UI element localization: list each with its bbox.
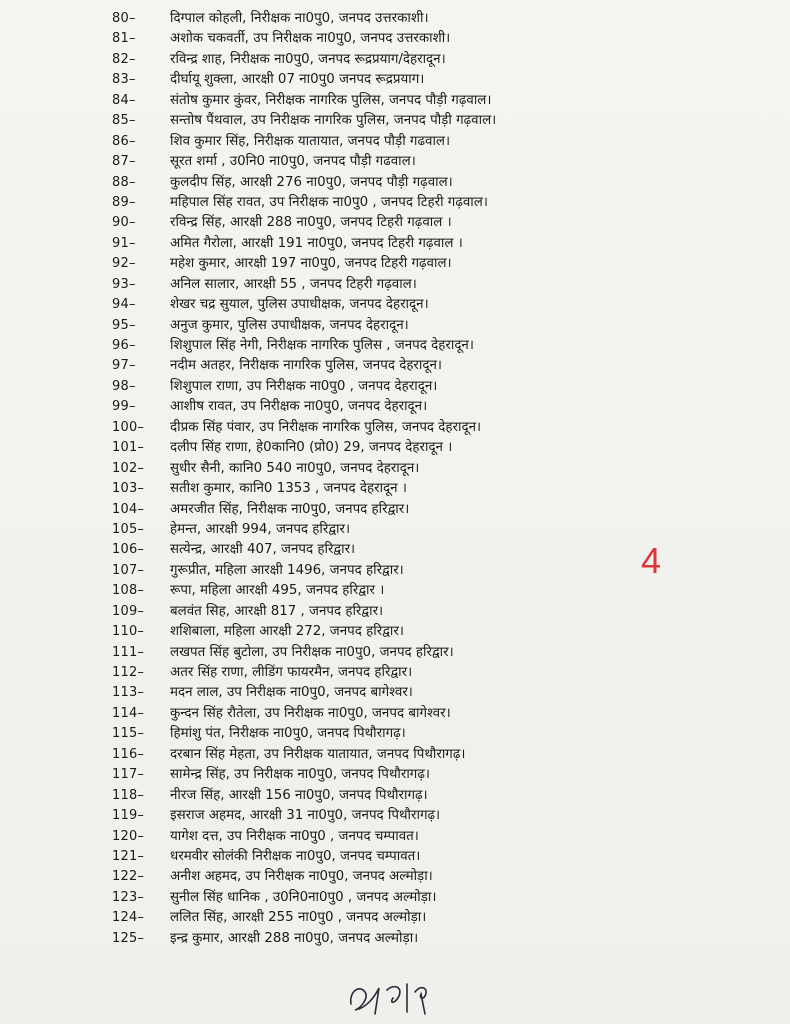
entry-number: 90– <box>112 215 136 231</box>
list-item <box>0 275 790 295</box>
list-item <box>0 29 790 49</box>
entry-text: ललित सिंह, आरक्षी 255 ना0पु0 , जनपद अल्मोड़ा। <box>170 910 427 926</box>
list-item <box>0 459 790 479</box>
entry-text: दरबान सिंह मेहता, उप निरीक्षक यातायात, जनपद पिथौरागढ़। <box>170 746 466 762</box>
page-number: 4 <box>641 540 662 581</box>
list-item <box>0 622 790 642</box>
entry-text: दीप्रक सिंह पंवार, उप निरीक्षक नागरिक पुलिस, जनपद देहरादून। <box>170 419 482 435</box>
entry-number: 107– <box>112 562 145 578</box>
entry-number: 123– <box>112 889 145 905</box>
entry-number: 87– <box>112 154 136 170</box>
entry-text: धरमवीर सोलंकी निरीक्षक ना0पु0, जनपद चम्पावत। <box>170 848 421 864</box>
entry-text: संतोष कुमार कुंवर, निरीक्षक नागरिक पुलिस, जनपद पौड़ी गढ़वाल। <box>170 92 492 108</box>
entry-number: 94– <box>112 297 136 313</box>
list-item <box>0 295 790 315</box>
entry-text: दिग्पाल कोहली, निरीक्षक ना0पु0, जनपद उत्तरकाशी। <box>170 11 429 26</box>
entry-text: रविन्द्र सिंह, आरक्षी 288 ना0पु0, जनपद टिहरी गढ़वाल । <box>170 215 452 231</box>
entry-number: 88– <box>112 174 136 190</box>
entry-number: 81– <box>112 31 136 47</box>
entry-number: 125– <box>112 930 145 946</box>
list-item <box>0 500 790 520</box>
entry-number: 84– <box>112 92 136 108</box>
entry-text: नीरज सिंह, आरक्षी 156 ना0पु0, जनपद पिथौरागढ़। <box>170 787 428 803</box>
entry-number: 106– <box>112 542 145 558</box>
list-item <box>0 602 790 622</box>
entry-number: 108– <box>112 583 145 599</box>
entry-text: सन्तोष पैंथवाल, उप निरीक्षक नागरिक पुलिस, जनपद पौड़ी गढ़वाल। <box>170 113 497 129</box>
list-item <box>0 663 790 683</box>
handwritten-signature <box>345 974 440 1020</box>
entry-number: 85– <box>112 113 136 129</box>
entry-text: अनीश अहमद, उप निरीक्षक ना0पु0, जनपद अल्मोड़ा। <box>170 869 433 885</box>
entry-number: 118– <box>112 787 145 803</box>
entry-text: लखपत सिंह बुटोला, उप निरीक्षक ना0पु0, जनपद हरिद्वार। <box>170 644 454 660</box>
entry-number: 109– <box>112 603 145 619</box>
entry-text: अमित गैरोला, आरक्षी 191 ना0पु0, जनपद टिहरी गढ़वाल । <box>170 235 463 251</box>
list-item <box>0 254 790 274</box>
entry-text: अशोक चकवर्ती, उप निरीक्षक ना0पु0, जनपद उत्तरकाशी। <box>170 31 451 47</box>
entry-number: 96– <box>112 338 136 353</box>
list-item <box>0 316 790 336</box>
entry-text: नदीम अतहर, निरीक्षक नागरिक पुलिस, जनपद देहरादून। <box>170 358 442 374</box>
entry-text: शिशुपाल राणा, उप निरीक्षक ना0पु0 , जनपद देहरादून। <box>170 378 438 394</box>
personnel-list <box>0 9 790 949</box>
entry-number: 91– <box>112 235 136 251</box>
entry-number: 102– <box>112 460 145 476</box>
list-item <box>0 356 790 376</box>
entry-number: 86– <box>112 133 136 149</box>
list-item <box>0 213 790 233</box>
entry-number: 82– <box>112 51 136 67</box>
list-item <box>0 336 790 356</box>
entry-text: सामेन्द्र सिंह, उप निरीक्षक ना0पु0, जनपद पिथौरागढ़। <box>170 767 430 783</box>
entry-text: दलीप सिंह राणा, हे0कानि0 (प्रो0) 29, जनपद देहरादून । <box>170 440 453 456</box>
entry-text: सुनील सिंह धानिक , उ0नि0ना0पु0 , जनपद अल्मोड़ा। <box>170 889 437 905</box>
entry-text: यागेश दत्त, उप निरीक्षक ना0पु0 , जनपद चम्पावत। <box>170 828 419 844</box>
entry-text: शशिबाला, महिला आरक्षी 272, जनपद हरिद्वार। <box>170 624 404 640</box>
entry-text: मदन लाल, उप निरीक्षक ना0पु0, जनपद बागेश्वर। <box>170 685 413 701</box>
entry-number: 121– <box>112 848 145 864</box>
entry-text: अतर सिंह राणा, लीडिंग फायरमैन, जनपद हरिद्वार। <box>170 665 413 680</box>
entry-text: आशीष रावत, उप निरीक्षक ना0पु0, जनपद देहरादून। <box>170 399 428 415</box>
entry-number: 80– <box>112 11 136 26</box>
entry-number: 83– <box>112 72 136 88</box>
entry-number: 103– <box>112 481 145 497</box>
list-item <box>0 193 790 213</box>
list-item <box>0 540 790 560</box>
list-item <box>0 827 790 847</box>
list-item <box>0 888 790 908</box>
entry-number: 105– <box>112 521 145 537</box>
list-item <box>0 91 790 111</box>
entry-text: हेमन्त, आरक्षी 994, जनपद हरिद्वार। <box>170 521 351 537</box>
list-item <box>0 479 790 499</box>
entry-text: शिशुपाल सिंह नेगी, निरीक्षक नागरिक पुलिस , जनपद देहरादून। <box>170 338 474 353</box>
entry-number: 124– <box>112 910 145 926</box>
list-item <box>0 561 790 581</box>
list-item <box>0 765 790 785</box>
entry-number: 92– <box>112 256 136 272</box>
entry-text: सत्येन्द्र, आरक्षी 407, जनपद हरिद्वार। <box>170 542 356 558</box>
list-item <box>0 520 790 540</box>
list-item <box>0 397 790 417</box>
entry-text: हिमांशु पंत, निरीक्षक ना0पु0, जनपद पिथौरागढ़। <box>170 726 406 742</box>
entry-text: इन्द्र कुमार, आरक्षी 288 ना0पु0, जनपद अल्मोड़ा। <box>170 930 419 946</box>
entry-number: 95– <box>112 317 136 333</box>
entry-number: 89– <box>112 194 136 210</box>
list-item <box>0 847 790 867</box>
entry-text: महेश कुमार, आरक्षी 197 ना0पु0, जनपद टिहरी गढ़वाल। <box>170 256 452 272</box>
list-item <box>0 724 790 744</box>
entry-number: 119– <box>112 808 145 824</box>
list-item <box>0 418 790 438</box>
entry-text: गुरूप्रीत, महिला आरक्षी 1496, जनपद हरिद्वार। <box>170 562 404 578</box>
entry-number: 104– <box>112 501 145 517</box>
list-item <box>0 745 790 765</box>
entry-text: अमरजीत सिंह, निरीक्षक ना0पु0, जनपद हरिद्वार। <box>170 501 410 517</box>
entry-number: 116– <box>112 746 145 762</box>
list-item <box>0 152 790 172</box>
list-item <box>0 50 790 70</box>
entry-text: महिपाल सिंह रावत, उप निरीक्षक ना0पु0 , जनपद टिहरी गढ़वाल। <box>170 194 488 210</box>
entry-text: इसराज अहमद, आरक्षी 31 ना0पु0, जनपद पिथौरागढ़। <box>170 808 441 824</box>
entry-text: अनुज कुमार, पुलिस उपाधीक्षक, जनपद देहरादून। <box>170 317 409 333</box>
list-item <box>0 438 790 458</box>
list-item <box>0 581 790 601</box>
entry-text: सुधीर सैनी, कानि0 540 ना0पु0, जनपद देहरादून। <box>170 460 420 476</box>
entry-number: 93– <box>112 276 136 292</box>
entry-text: रविन्द्र शाह, निरीक्षक ना0पु0, जनपद रूद्रप्रयाग/देहरादून। <box>170 51 446 67</box>
entry-number: 120– <box>112 828 145 844</box>
entry-text: शेखर चद्र सुयाल, पुलिस उपाधीक्षक, जनपद देहरादून। <box>170 297 429 313</box>
list-item <box>0 643 790 663</box>
list-item <box>0 377 790 397</box>
entry-number: 112– <box>112 665 145 680</box>
list-item <box>0 111 790 131</box>
entry-text: कुलदीप सिंह, आरक्षी 276 ना0पु0, जनपद पौड़ी गढ़वाल। <box>170 174 453 190</box>
list-item <box>0 70 790 90</box>
entry-number: 122– <box>112 869 145 885</box>
list-item <box>0 867 790 887</box>
entry-text: दीर्घायू शुक्ला, आरक्षी 07 ना0पु0 जनपद रूद्रप्रयाग। <box>170 72 425 88</box>
entry-number: 100– <box>112 419 145 435</box>
list-item <box>0 786 790 806</box>
entry-number: 101– <box>112 440 145 456</box>
list-item <box>0 683 790 703</box>
entry-number: 115– <box>112 726 145 742</box>
entry-number: 111– <box>112 644 145 660</box>
entry-text: सतीश कुमार, कानि0 1353 , जनपद देहरादून । <box>170 481 407 497</box>
list-item <box>0 704 790 724</box>
list-item <box>0 806 790 826</box>
entry-number: 97– <box>112 358 136 374</box>
entry-text: अनिल सालार, आरक्षी 55 , जनपद टिहरी गढ़वाल। <box>170 276 417 292</box>
list-item <box>0 173 790 193</box>
entry-number: 99– <box>112 399 136 415</box>
list-item <box>0 234 790 254</box>
list-item <box>0 929 790 949</box>
entry-text: रूपा, महिला आरक्षी 495, जनपद हरिद्वार । <box>170 583 385 599</box>
entry-text: सूरत शर्मा , उ0नि0 ना0पु0, जनपद पौड़ी गढवाल। <box>170 154 416 170</box>
list-item <box>0 132 790 152</box>
entry-number: 114– <box>112 705 145 721</box>
entry-number: 113– <box>112 685 145 701</box>
list-item <box>0 908 790 928</box>
entry-text: कुन्दन सिंह रौतेला, उप निरीक्षक ना0पु0, जनपद बागेश्वर। <box>170 705 451 721</box>
entry-number: 110– <box>112 624 145 640</box>
entry-text: बलवंत सिह, आरक्षी 817 , जनपद हरिद्वार। <box>170 603 384 619</box>
entry-text: शिव कुमार सिंह, निरीक्षक यातायात, जनपद पौड़ी गढवाल। <box>170 133 451 149</box>
entry-number: 117– <box>112 767 145 783</box>
list-item <box>0 9 790 29</box>
entry-number: 98– <box>112 378 136 394</box>
